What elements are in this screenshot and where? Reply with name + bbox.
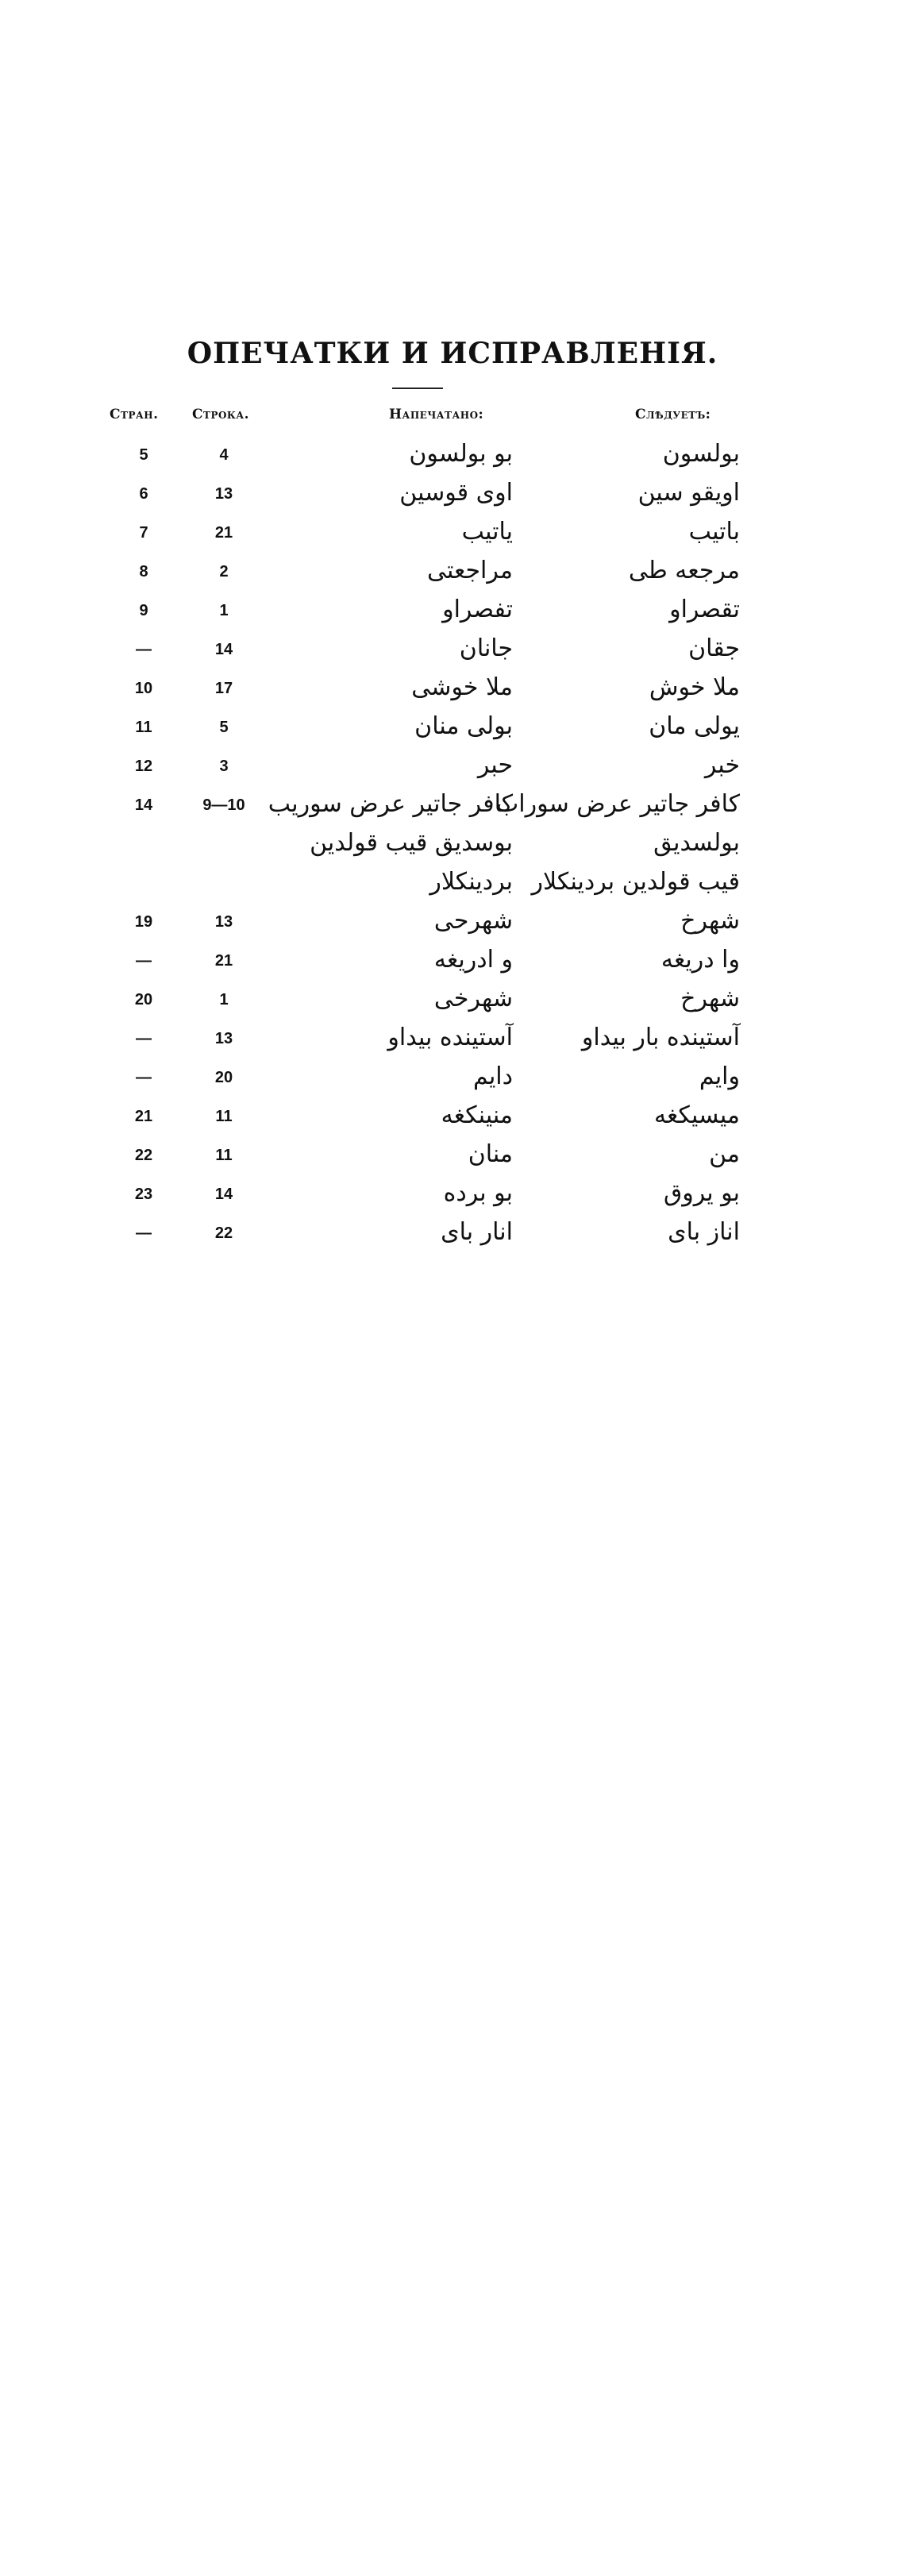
cell-line: 21 bbox=[214, 524, 233, 542]
cell-printed: حبر bbox=[477, 751, 513, 779]
cell-should-read: یولی مان bbox=[649, 712, 740, 740]
cell-should-read: تقصراو bbox=[669, 596, 740, 623]
table-row bbox=[0, 986, 905, 1024]
table-row bbox=[0, 908, 905, 947]
table-row bbox=[0, 831, 905, 869]
cell-page: 5 bbox=[139, 446, 148, 464]
cell-should-read: مرجعه طی bbox=[628, 557, 740, 584]
table-row bbox=[0, 947, 905, 985]
table-row bbox=[0, 442, 905, 480]
cell-should-read: شهرخ bbox=[680, 907, 740, 935]
cell-page: 22 bbox=[134, 1147, 153, 1164]
cell-page: 9 bbox=[139, 602, 148, 619]
cell-line: 14 bbox=[214, 641, 233, 658]
cell-printed: دایم bbox=[472, 1062, 513, 1090]
table-row bbox=[0, 636, 905, 674]
header-line: Строка. bbox=[192, 407, 250, 422]
cell-should-read: بولسدیق bbox=[653, 829, 740, 857]
cell-should-read: آستینده بار بیداو bbox=[581, 1024, 740, 1051]
header-should-read: Слѣдуетъ: bbox=[635, 407, 711, 422]
cell-page: 19 bbox=[134, 913, 153, 931]
cell-line: 22 bbox=[214, 1224, 233, 1242]
table-row bbox=[0, 1142, 905, 1180]
cell-page: 10 bbox=[134, 680, 153, 697]
cell-printed: مراجعتی bbox=[426, 557, 513, 584]
table-row bbox=[0, 558, 905, 596]
cell-page: 11 bbox=[135, 719, 152, 736]
cell-page: — bbox=[136, 1069, 152, 1086]
cell-line: 21 bbox=[214, 952, 233, 970]
cell-page: — bbox=[136, 952, 152, 970]
cell-printed: یاتیب bbox=[461, 518, 513, 546]
title-divider bbox=[392, 388, 443, 389]
table-row bbox=[0, 1103, 905, 1141]
cell-should-read: بولسون bbox=[662, 440, 740, 468]
table-row bbox=[0, 519, 905, 557]
table-row bbox=[0, 714, 905, 752]
cell-line: 3 bbox=[219, 758, 229, 775]
header-printed: Напечатано: bbox=[389, 407, 484, 422]
cell-should-read: ملا خوش bbox=[649, 673, 740, 701]
table-row bbox=[0, 870, 905, 908]
header-page: Стран. bbox=[110, 407, 159, 422]
cell-printed: منینکغه bbox=[441, 1101, 513, 1129]
cell-printed: شهرخی bbox=[433, 985, 513, 1012]
table-row bbox=[0, 480, 905, 519]
table-row bbox=[0, 1181, 905, 1219]
cell-line: 13 bbox=[214, 485, 233, 503]
cell-line: 4 bbox=[219, 446, 229, 464]
cell-printed: ملا خوشی bbox=[411, 673, 513, 701]
cell-should-read: قیب قولدین بردینکلار bbox=[531, 868, 740, 896]
cell-line: 13 bbox=[214, 913, 233, 931]
cell-printed: منان bbox=[468, 1140, 513, 1168]
cell-line: 14 bbox=[214, 1186, 233, 1203]
cell-should-read: شهرخ bbox=[680, 985, 740, 1012]
cell-page: 23 bbox=[134, 1186, 153, 1203]
cell-printed: بو بولسون bbox=[409, 440, 513, 468]
cell-line: 5 bbox=[219, 719, 229, 736]
cell-line: 17 bbox=[214, 680, 233, 697]
cell-line: 1 bbox=[219, 991, 229, 1008]
cell-printed: انار بای bbox=[441, 1218, 513, 1246]
cell-line: 11 bbox=[215, 1108, 233, 1125]
cell-should-read: باتیب bbox=[688, 518, 740, 546]
cell-page: 14 bbox=[134, 796, 153, 814]
cell-printed: جانان bbox=[459, 634, 513, 662]
cell-should-read: من bbox=[709, 1140, 740, 1168]
cell-page: 8 bbox=[139, 563, 148, 580]
cell-should-read: وایم bbox=[699, 1062, 740, 1090]
cell-printed: شهرحی bbox=[433, 907, 513, 935]
cell-should-read: کافر جاتیر عرض سوراب bbox=[496, 790, 740, 818]
cell-page: — bbox=[136, 1224, 152, 1242]
cell-line: 11 bbox=[215, 1147, 233, 1164]
cell-line: 1 bbox=[219, 602, 229, 619]
cell-page: 20 bbox=[134, 991, 153, 1008]
cell-printed: و ادریغه bbox=[433, 946, 513, 974]
cell-line: 20 bbox=[214, 1069, 233, 1086]
cell-should-read: وا دریغه bbox=[660, 946, 740, 974]
cell-printed: بو برده bbox=[443, 1179, 513, 1207]
cell-page: 21 bbox=[134, 1108, 153, 1125]
cell-page: — bbox=[136, 1030, 152, 1047]
table-row bbox=[0, 675, 905, 713]
cell-line: 13 bbox=[214, 1030, 233, 1047]
cell-should-read: اویقو سین bbox=[637, 479, 740, 507]
table-row bbox=[0, 1220, 905, 1258]
cell-line: 2 bbox=[219, 563, 229, 580]
cell-page: — bbox=[136, 641, 152, 658]
cell-printed: بردینکلار bbox=[429, 868, 513, 896]
table-row bbox=[0, 1025, 905, 1063]
cell-should-read: بو یروق bbox=[663, 1179, 740, 1207]
cell-page: 7 bbox=[139, 524, 148, 542]
table-row bbox=[0, 597, 905, 635]
cell-should-read: خبر bbox=[704, 751, 740, 779]
cell-page: 6 bbox=[139, 485, 148, 503]
table-row bbox=[0, 792, 905, 830]
cell-page: 12 bbox=[134, 758, 153, 775]
cell-printed: بوسدیق قیب قولدین bbox=[310, 829, 513, 857]
cell-printed: آستینده بیداو bbox=[387, 1024, 513, 1051]
table-row bbox=[0, 753, 905, 791]
cell-printed: تفصراو bbox=[442, 596, 513, 623]
cell-should-read: اناز بای bbox=[668, 1218, 740, 1246]
cell-printed: بولی منان bbox=[414, 712, 513, 740]
page-title: ОПЕЧАТКИ И ИСПРАВЛЕНІЯ. bbox=[187, 337, 718, 370]
cell-should-read: میسیکغه bbox=[653, 1101, 740, 1129]
cell-line: 9—10 bbox=[202, 796, 245, 814]
cell-printed: کافر جاتیر عرض سوریب bbox=[268, 790, 513, 818]
table-row bbox=[0, 1064, 905, 1102]
cell-should-read: جقان bbox=[688, 634, 740, 662]
cell-printed: اوی قوسین bbox=[399, 479, 513, 507]
